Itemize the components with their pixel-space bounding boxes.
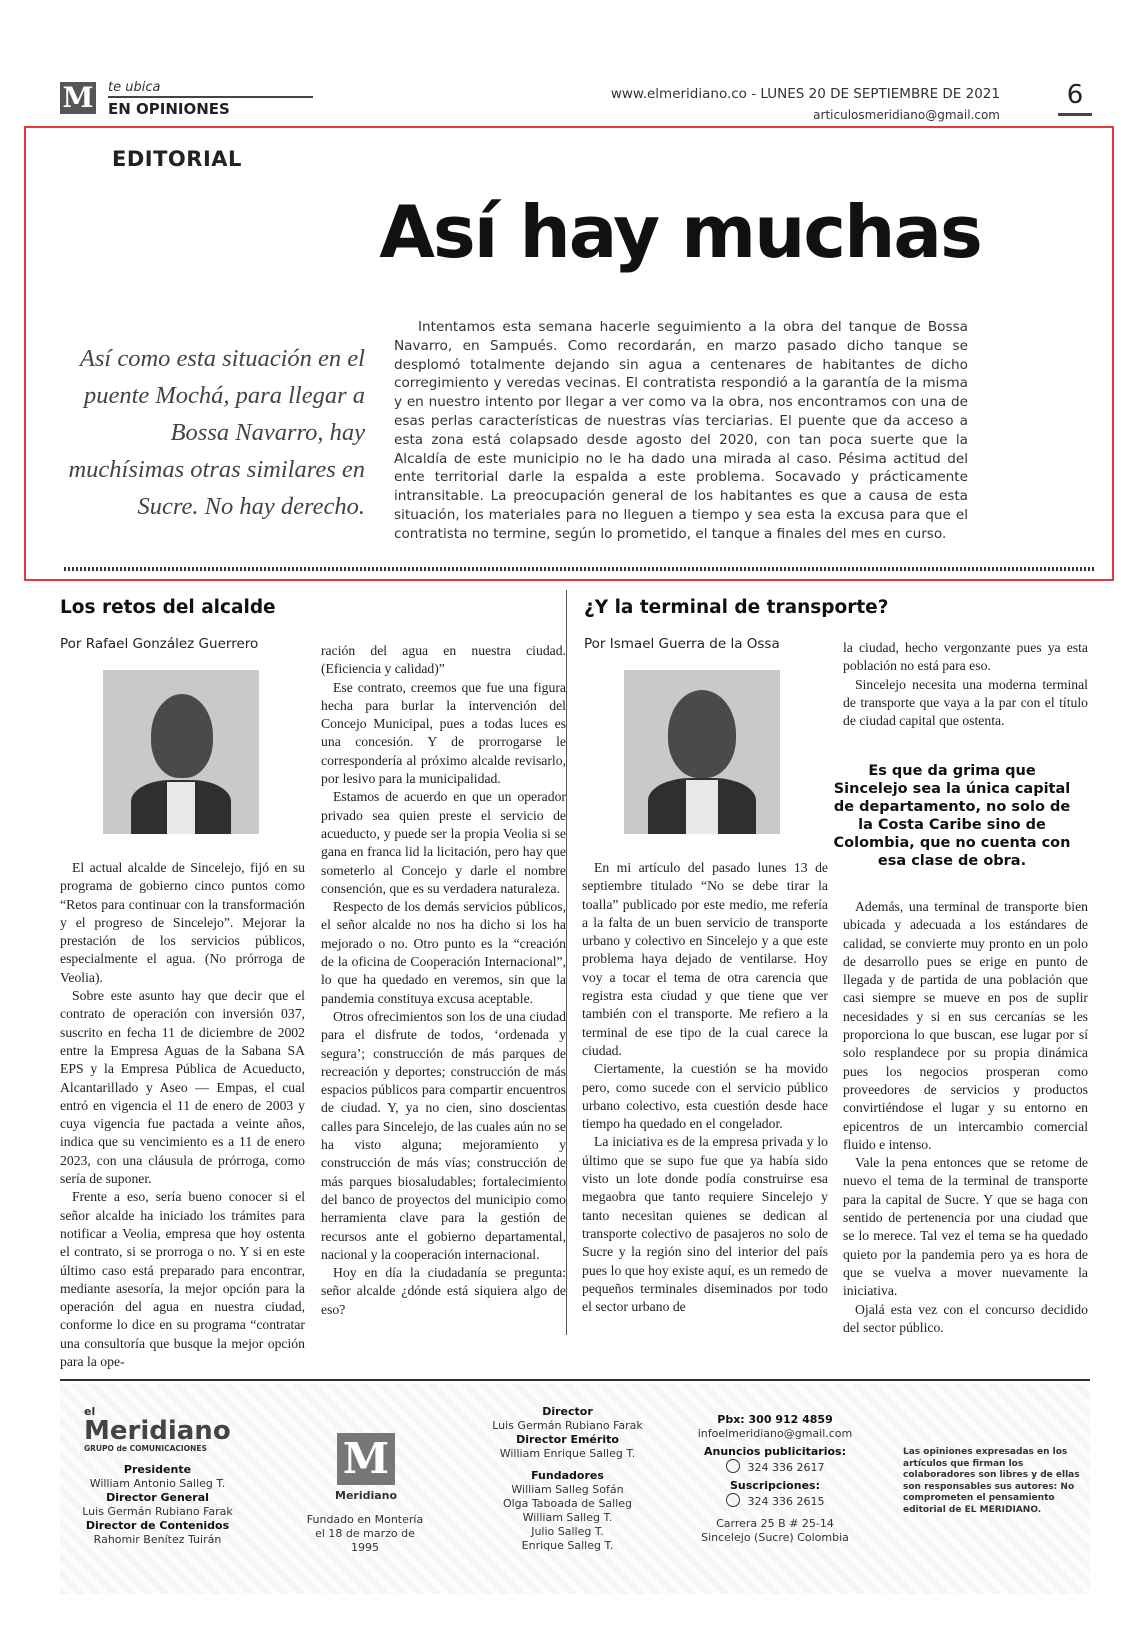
ads-phone: 324 336 2617 [747,1461,825,1474]
footer-brand-top: el [84,1405,96,1418]
staff-name: William Antonio Salleg T. [89,1477,226,1490]
footer-founded: Fundado en Montería el 18 de marzo de 1995 [306,1513,424,1554]
emeritus-name: William Enrique Salleg T. [499,1447,636,1460]
author-photo-left [103,670,259,834]
footer-staff-left [70,1463,245,1547]
staff-name: Luis Germán Rubiano Farak [82,1505,233,1518]
pbx: Pbx: 300 912 4859 [717,1413,833,1426]
editorial-pull-quote: Así como esta situación en el puente Mochá, para llegar a Bossa Navarro, hay muchísimas otras similares en Sucre. No hay derecho. [68,345,365,520]
founder-name: William Salleg T. [522,1511,613,1524]
article-right-headline: ¿Y la terminal de transporte? [584,597,889,618]
paragraph: ración del agua en nuestra ciudad. (Eficiencia y calidad)” [321,643,566,677]
whatsapp-icon [726,1459,740,1473]
footer-logo-caption: Meridiano [335,1489,398,1502]
paragraph: Sincelejo necesita una moderna terminal de transporte que vaya a la par con el título de ciudad capital que ostenta. [843,676,1088,729]
article-left-column-1 [60,859,305,1371]
section-tag: te ubica [108,80,161,95]
footer-brand-sub: GRUPO de COMUNICACIONES [84,1444,207,1453]
footer-disclaimer: Las opiniones expresadas en los artículos que firman los colaboradores son libres y de ellas son responsables sus autores: No comprometen el pensamiento editorial de EL MERIDIANO. [903,1447,1080,1515]
article-right-column-1 [582,859,828,1316]
article-right-byline: Por Ismael Guerra de la Ossa [584,636,780,652]
section-name: EN OPINIONES [108,100,230,118]
emeritus-label: Director Emérito [516,1433,619,1446]
editorial-body: Intentamos esta semana hacerle seguimiento a la obra del tanque de Bossa Navarro, en Sampués. Como recordarán, en marzo pasado dicho tanque se desplomó totalmente dejando sin agua a centenares de habitantes de dicho corregimiento y veredas vecinas. El contratista respondió a la garantía de la misma y en nuestro intento por llegar a ver como va la obra, nos encontramos con una de esas perlas características de nuestras vías terciarias. El puente que da acceso a esta zona está colapsado desde agosto del 2020, con tan poca suerte que la Alcaldía de este municipio no le ha dado una mirada al caso. Pésima actitud del ente territorial darle la espalda a este problema. Socavado y prácticamente intransitable. La preocupación general de los habitantes es que a causa de esta situación, los materiales para no lleguen a tiempo y sea esta la excusa para que el contratista no termine, según lo prometido, el tanque a finales del mes en curso. [394,319,968,542]
staff-role: Presidente [123,1463,192,1476]
article-left-column-2 [321,642,566,1319]
address-line: Sincelejo (Sucre) Colombia [701,1531,849,1544]
footer-brand [84,1405,231,1453]
paragraph: Otros ofrecimientos son los de una ciudad para el disfrute de todos, ‘ordenada y segura’; construcción de más parques de recreación y deportes; construcción de más espacios públicos para compartir encuentros de ciudad. Y, ya no cien, sino doscientas calles para Sincelejo, de las cuales aún no se ha visto alguna; mejoramiento y construcción de más vías; construcción de más parques biosaludables; fortalecimiento del banco de proyectos del municipio como herramienta clave para la gestión de recursos ante el gobierno departamental, nacional y la cooperación internacional. [321,1008,566,1262]
editorial-title: Así hay muchas [379,190,981,274]
dotted-divider [64,567,1094,571]
founder-name: Enrique Salleg T. [521,1539,614,1552]
founder-name: Olga Taboada de Salleg [502,1497,633,1510]
ads-label: Anuncios publicitarios: [703,1445,847,1458]
footer-brand-name: Meridiano [84,1416,231,1446]
paragraph: La iniciativa es de la empresa privada y lo último que se supo fue que ya había sido visto un lote donde podía construirse esa megaobra que tanto requiere Sincelejo y tanto necesitan quienes se dedican al transporte colectivo de pasajeros no solo de Sucre y la región sino del interior del país pues lo que hoy existe aquí, es un remedo de pequeños terminales diseminados por todo el sector urbano de [582,1134,828,1315]
footer-logo-m: M [337,1433,395,1485]
author-photo-head [151,694,213,778]
paragraph: Respecto de los demás servicios públicos, el señor alcalde no nos ha dicho si los ha mejorado o no. Otro punto es la “creación de la oficina de Cooperación Internacional”, lo que ha quedado en veremos, sin que la pandemia constituya excusa aceptable. [321,899,566,1006]
header-date-line: www.elmeridiano.co - LUNES 20 DE SEPTIEMBRE DE 2021 [610,86,1000,102]
page-number-rule [1058,113,1092,116]
paragraph: Ciertamente, la cuestión se ha movido pero, como sucede con el servicio público urbano colectivo, esta cuestión desde hace tiempo ha quedado en el congelador. [582,1061,828,1132]
author-photo-shirt [167,782,195,834]
director-label: Director [542,1405,593,1418]
paragraph: Estamos de acuerdo en que un operador privado sea quien preste el servicio de acueducto, y puede ser la propia Veolia si se gana en franca lid la licitación, pero hay que someterlo al Concejo y darle el nombre consención, que es su verdadera naturaleza. [321,789,566,896]
article-right-column-2-bottom [843,898,1088,1337]
footer-directors [480,1405,655,1553]
paragraph: Ojalá esta vez con el concurso decidido del sector público. [843,1301,1088,1335]
staff-role: Director General [106,1491,209,1504]
address-line: Carrera 25 B # 25-14 [716,1517,834,1530]
author-photo-shirt [686,780,718,834]
paragraph: Vale la pena entonces que se retome de nuevo el tema de la terminal de transporte para la capital de Sucre. Y que se haga con sentido de pertenencia por una ciudad que se lo merece. Tal vez el tema se ha quedado quieto por la pandemia pero ya es hora de que se vuelva a mover nuevamente la iniciativa. [843,1155,1088,1299]
paragraph: Sobre este asunto hay que decir que el contrato de operación con inversión 037, suscrito en fecha 11 de diciembre de 2002 entre la Empresa Aguas de la Sabana SA EPS y la Empresa Pública de Acueducto, Alcantarillado y Aseo — Empas, el cual entró en vigencia el 11 de enero de 2003 y cuya vigencia fue pactada a veinte años, indica que su vencimiento es a 11 de enero 2023, con una cláusula de prórroga, como sería de suponer. [60,988,305,1187]
article-left-headline: Los retos del alcalde [60,597,276,618]
newspaper-logo: M [60,82,96,114]
contact-email[interactable]: infoelmeridiano@gmail.com [697,1427,853,1440]
founders-label: Fundadores [531,1469,604,1482]
paragraph: Además, una terminal de transporte bien ubicada y adecuada a los estándares de calidad, se convierte muy pronto en un polo de desarrollo pues se erige en punto de llegada y de partida de una población que casi siempre se mueve en pos de suplir necesidades y si en sus cercanías se les proporciona lo que buscan, ese lugar por sí solo resplandece por su propia dinámica pues los negocios prosperan como proveedores de servicios y productos convirtiéndose el lugar y su entorno en epicentros de un intercambio comercial fluido e intenso. [843,899,1088,1152]
header-rule [108,96,313,98]
paragraph: Hoy en día la ciudadanía se pregunta: señor alcalde ¿dónde está siquiera algo de eso? [321,1265,566,1317]
subs-phone: 324 336 2615 [747,1495,825,1508]
founder-name: William Salleg Sofán [511,1483,624,1496]
paragraph: Ese contrato, creemos que fue una figura hecha para burlar la intervención del Concejo Municipal, pues a todas luces es una concesión. Y de prorrogarse le correspondería al próximo alcalde revisarlo, por lesivo para la municipalidad. [321,679,566,787]
director-name: Luis Germán Rubiano Farak [492,1419,643,1432]
article-right-column-2-top [843,639,1088,730]
footer-contact [690,1413,860,1545]
staff-name: Rahomir Benítez Tuirán [93,1533,222,1546]
whatsapp-icon [726,1493,740,1507]
paragraph: En mi artículo del pasado lunes 13 de septiembre titulado “No se debe tirar la toalla” publicado por este medio, me refería a la falta de un buen servicio de transporte urbano y colectivo en Sincelejo y a que este problema haya dejado de ventilarse. Hoy voy a tocar el tema de otra carencia que registra esta ciudad y que tiene que ver también con el transporte. Me refiero a la terminal de ese tipo de la cual carece la ciudad. [582,860,828,1058]
header-email[interactable]: articulosmeridiano@gmail.com [813,108,1000,122]
paragraph: Frente a eso, sería bueno conocer si el señor alcalde ha iniciado los trámites para notificar a Veolia, empresa que hoy ostenta el contrato, si se prorroga o no. Y si en este último caso está preparado para encontrar, mediante asesoría, la mejor opción para la operación del agua en nuestra ciudad, conforme lo dice en su programa “contratar una consultoría que busque la mejor opción para la ope- [60,1189,305,1370]
author-photo-right [624,670,780,834]
page-number: 6 [1066,80,1084,110]
staff-role: Director de Contenidos [85,1519,230,1532]
editorial-label: EDITORIAL [112,147,242,171]
footer-rule [60,1379,1090,1381]
subs-label: Suscripciones: [730,1479,820,1492]
paragraph: la ciudad, hecho vergonzante pues ya esta población no está para eso. [843,640,1088,674]
column-divider [566,590,567,1335]
author-photo-head [668,690,736,778]
article-right-pull-quote: Es que da grima que Sincelejo sea la única capital de departamento, no solo de la Costa Caribe sino de Colombia, que no cuenta con esa clase de obra. [833,763,1071,869]
founder-name: Julio Salleg T. [531,1525,604,1538]
article-left-byline: Por Rafael González Guerrero [60,636,259,652]
paragraph: El actual alcalde de Sincelejo, fijó en su programa de gobierno cinco puntos como “Retos para continuar con la transformación y el progreso de Sincelejo”. Mejorar la prestación de los servicios públicos, especialmente el agua. (No prórroga de Veolia). [60,860,305,985]
